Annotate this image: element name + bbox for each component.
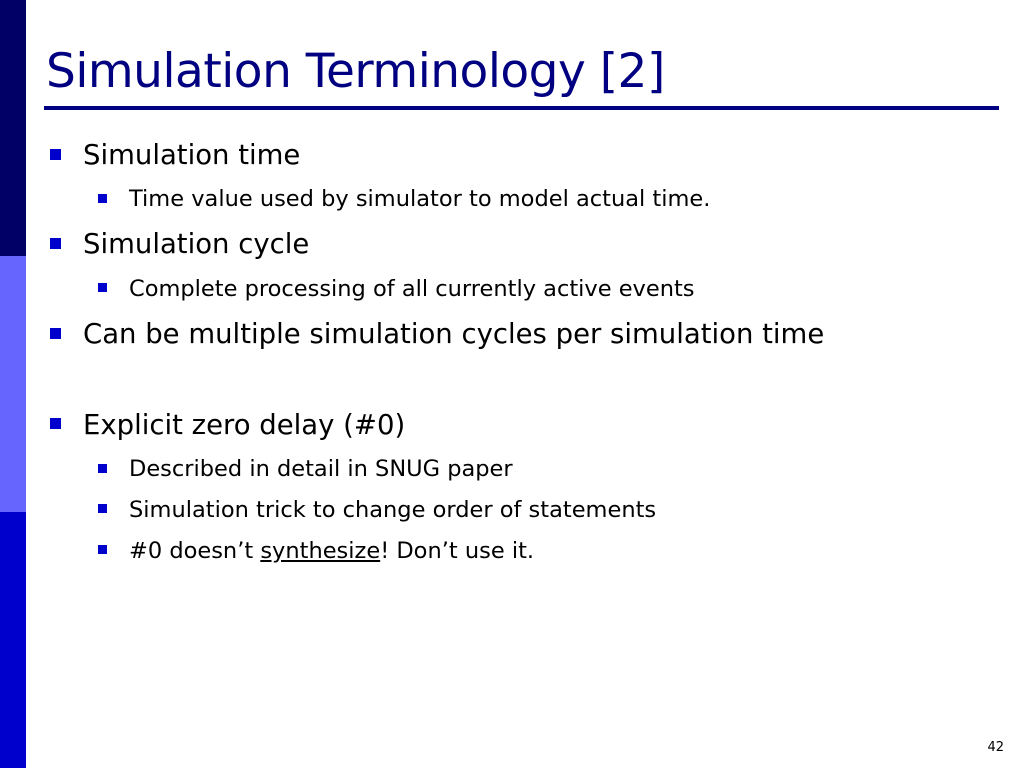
- sub-bullet-text-prefix: #0 doesn’t: [129, 538, 261, 564]
- square-bullet-icon: [50, 149, 61, 160]
- slide-title: Simulation Terminology [2]: [46, 44, 665, 99]
- bullet-text: Simulation time: [83, 139, 301, 171]
- sub-bullet-text: Simulation trick to change order of statements: [129, 497, 657, 523]
- square-bullet-icon: [98, 464, 107, 473]
- sub-bullet-text: Described in detail in SNUG paper: [129, 456, 513, 482]
- synthesize-link[interactable]: synthesize: [260, 538, 381, 564]
- sub-bullet-text-suffix: ! Don’t use it.: [380, 538, 535, 564]
- square-bullet-icon: [50, 238, 61, 249]
- square-bullet-icon: [98, 194, 107, 203]
- sub-bullet-text: [129, 537, 534, 565]
- square-bullet-icon: [98, 283, 107, 292]
- bullet-text: Can be multiple simulation cycles per simulation time: [83, 318, 825, 350]
- square-bullet-icon: [98, 545, 107, 554]
- square-bullet-icon: [50, 418, 61, 429]
- square-bullet-icon: [98, 504, 107, 513]
- bullet-text: Explicit zero delay (#0): [83, 409, 406, 441]
- sub-bullet-text: Time value used by simulator to model actual time.: [129, 186, 711, 212]
- sub-bullet-text: Complete processing of all currently active events: [129, 276, 695, 302]
- square-bullet-icon: [50, 328, 61, 339]
- page-number: 42: [987, 740, 1004, 755]
- bullet-text: Simulation cycle: [83, 228, 310, 260]
